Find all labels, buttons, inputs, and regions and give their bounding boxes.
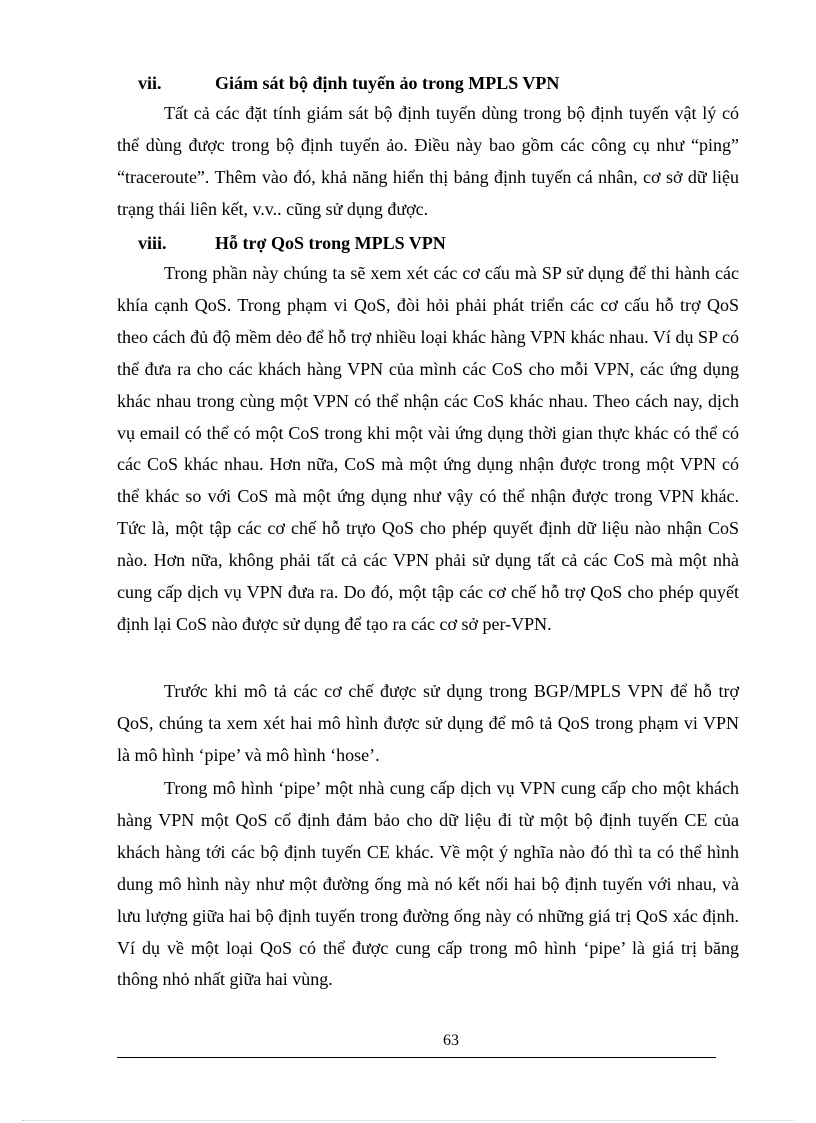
paragraph: Trong phần này chúng ta sẽ xem xét các cơ cấu mà SP sử dụng để thi hành các khía cạnh QoS. Trong phạm vi QoS, đòi hỏi phải phát triển các cơ cấu hỗ trợ QoS theo cách đủ độ mềm dẻo để hỗ trợ nhiều loại khác hàng VPN khác nhau. Ví dụ SP có thể đưa ra cho các khách hàng VPN của mình các CoS cho mỗi VPN, các ứng dụng khác nhau trong cùng một VPN có thể nhận các CoS khác nhau. Theo cách nay, dịch vụ email có thể có một CoS trong khi một vài ứng dụng thời gian thực khác có thể có các CoS khác nhau. Hơn nữa, CoS mà một ứng dụng nhận được trong một VPN có thể khác so với CoS mà một ứng dụng như vậy có thể nhận được trong VPN khác. Tức là, một tập các cơ chế hỗ trựo QoS cho phép quyết định dữ liệu nào nhận CoS nào. Hơn nữa, không phải tất cả các VPN phải sử dụng tất cả các CoS mà một nhà cung cấp dịch vụ VPN đưa ra. Do đó, một tập các cơ chế hỗ trợ QoS cho phép quyết định lại CoS nào được sử dụng để tạo ra các cơ sở per-VPN. xyxy=(117,263,739,634)
section-title: Hỗ trợ QoS trong MPLS VPN xyxy=(215,233,446,253)
paragraph: Tất cả các đặt tính giám sát bộ định tuyến dùng trong bộ định tuyến vật lý có thể dùng được trong bộ định tuyến ảo. Điều này bao gồm các công cụ như “ping” “traceroute”. Thêm vào đó, khả năng hiển thị bảng định tuyến cá nhân, cơ sở dữ liệu trạng thái liên kết, v.v.. cũng sử dụng được. xyxy=(117,103,739,219)
section-title: Giám sát bộ định tuyến ảo trong MPLS VPN xyxy=(215,73,560,93)
page-bottom-edge xyxy=(22,1120,794,1121)
paragraph: Trong mô hình ‘pipe’ một nhà cung cấp dịch vụ VPN cung cấp cho một khách hàng VPN một QoS cố định đảm bảo cho dữ liệu đi từ một bộ định tuyến CE của khách hàng tới các bộ định tuyến CE khác. Về một ý nghĩa nào đó thì ta có thể hình dung mô hình này như một đường ống mà nó kết nối hai bộ định tuyến với nhau, và lưu lượng giữa hai bộ định tuyến trong đường ống này có những giá trị QoS xác định. Ví dụ về một loại QoS có thể được cung cấp trong mô hình ‘pipe’ là giá trị băng thông nhỏ nhất giữa hai vùng. xyxy=(117,778,739,990)
paragraph: Trước khi mô tả các cơ chế được sử dụng trong BGP/MPLS VPN để hỗ trợ QoS, chúng ta xem xét hai mô hình được sử dụng để mô tả QoS trong phạm vi VPN là mô hình ‘pipe’ và mô hình ‘hose’. xyxy=(117,681,739,765)
footer-divider xyxy=(117,1057,716,1058)
section-number: vii. xyxy=(138,73,162,93)
section-number: viii. xyxy=(138,233,167,253)
page-number: 63 xyxy=(443,1032,459,1049)
